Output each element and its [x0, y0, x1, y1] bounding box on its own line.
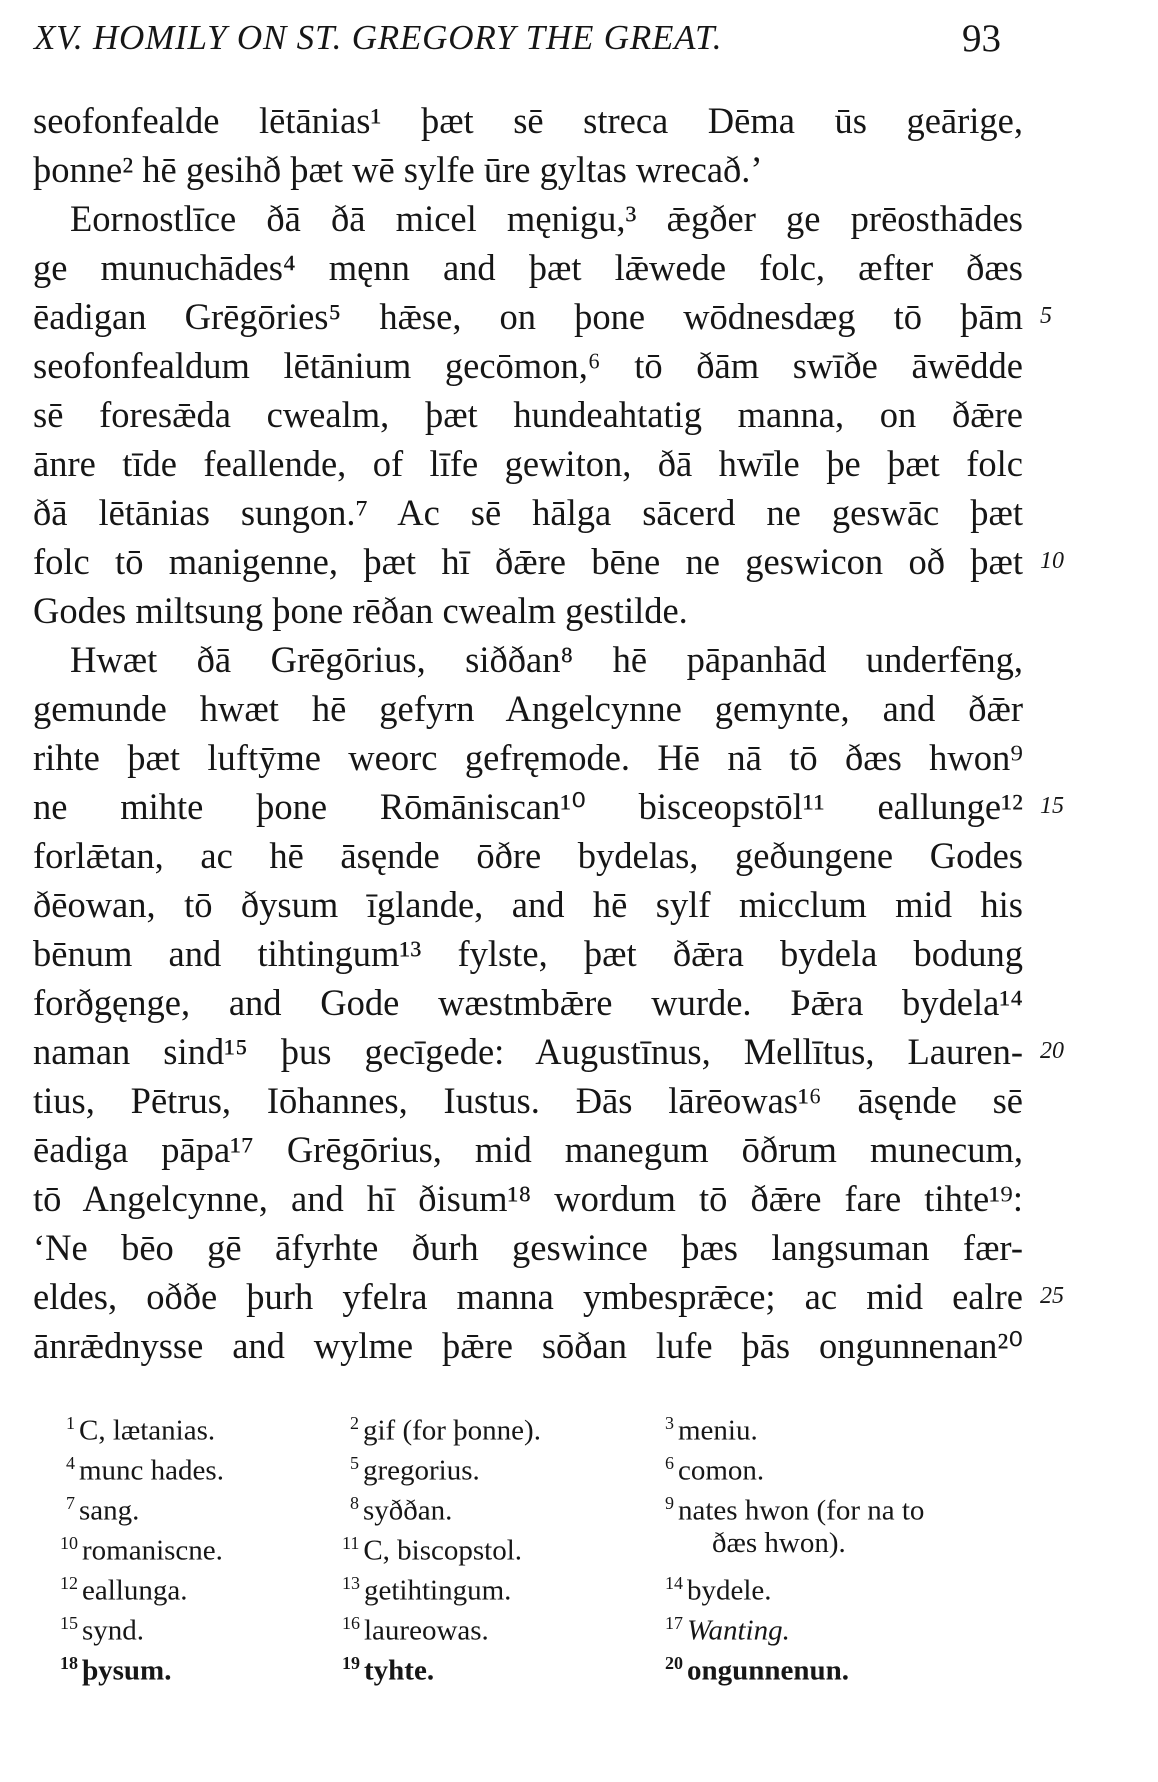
footnote: $^{15}$ synd. — [60, 1613, 145, 1647]
text-line: seofonfealdum lētānium gecōmon,⁶ tō ðām swīðe āwēdde — [33, 345, 1023, 386]
text-line: ēadigan Grēgōries⁵ hǣse, on þone wōdnesdæg tō þām — [33, 296, 1023, 337]
footnote: $^{16}$ laureowas. — [342, 1613, 489, 1647]
footnote: $^{11}$ C, biscopstol. — [342, 1533, 523, 1567]
text-line: þonne² hē gesihð þæt wē sylfe ūre gyltas wrecað.’ — [33, 149, 763, 190]
line-number: 20 — [1040, 1038, 1064, 1064]
footnote: $^{12}$ eallunga. — [60, 1573, 188, 1607]
footnote: $^9$ nates hwon (for na to — [665, 1493, 925, 1527]
text-line: folc tō manigenne, þæt hī ðǣre bēne ne geswicon oð þæt — [33, 541, 1023, 582]
text-line: ne mihte þone Rōmāniscan¹⁰ bisceopstōl¹¹ eallunge¹² — [33, 786, 1023, 827]
text-line: naman sind¹⁵ þus gecīgede: Augustīnus, Mellītus, Lauren- — [33, 1031, 1023, 1072]
footnote: $^{10}$ romaniscne. — [60, 1533, 223, 1567]
text-line: Godes miltsung þone rēðan cwealm gestilde. — [33, 590, 688, 631]
running-header — [32, 12, 1032, 62]
footnote: $^{17}$ Wanting. — [665, 1613, 790, 1647]
text-line: ‘Ne bēo gē āfyrhte ðurh geswince þæs langsuman fær- — [33, 1227, 1023, 1268]
footnote: $^1$ C, lætanias. — [66, 1413, 216, 1447]
footnote: $^{19}$ tyhte. — [342, 1653, 435, 1687]
text-line: ðā lētānias sungon.⁷ Ac sē hālga sācerd ne geswāc þæt — [33, 492, 1023, 533]
text-line: ānrǣdnysse and wylme þǣre sōðan lufe þās ongunnenan²⁰ — [33, 1325, 1023, 1366]
footnote: $^5$ gregorius. — [350, 1453, 480, 1487]
footnote: $^{13}$ getihtingum. — [342, 1573, 512, 1607]
footnote: $^7$ sang. — [66, 1493, 140, 1527]
text-line: bēnum and tihtingum¹³ fylste, þæt ðǣra bydela bodung — [33, 933, 1023, 974]
text-line: ðēowan, tō ðysum īglande, and hē sylf micclum mid his — [33, 884, 1023, 925]
text-line: forlǣtan, ac hē āsęnde ōðre bydelas, geðungene Godes — [33, 835, 1023, 876]
footnote: $^2$ gif (for þonne). — [350, 1413, 541, 1447]
text-line: tius, Pētrus, Iōhannes, Iustus. Ðās lārēowas¹⁶ āsęnde sē — [33, 1080, 1023, 1121]
line-number: 10 — [1040, 548, 1064, 574]
footnote: $^{18}$ þysum. — [60, 1653, 172, 1687]
text-line: forðgęnge, and Gode wæstmbǣre wurde. Þǣra bydela¹⁴ — [33, 982, 1023, 1023]
text-line: ānre tīde feallende, of līfe gewiton, ðā hwīle þe þæt folc — [33, 443, 1023, 484]
text-line: ge munuchādes⁴ męnn and þæt lǣwede folc, æfter ðæs — [33, 247, 1023, 288]
line-number: 25 — [1040, 1283, 1064, 1309]
footnote: $^{14}$ bydele. — [665, 1573, 772, 1607]
text-line: Eornostlīce ðā ðā micel męnigu,³ ǣgðer ge prēosthādes — [70, 198, 1023, 239]
text-line: tō Angelcynne, and hī ðisum¹⁸ wordum tō ðǣre fare tihte¹⁹: — [33, 1178, 1023, 1219]
text-line: rihte þæt luftȳme weorc gefręmode. Hē nā tō ðæs hwon⁹ — [33, 737, 1023, 778]
footnote: $^6$ comon. — [665, 1453, 765, 1487]
line-number: 15 — [1040, 793, 1064, 819]
footnote: $^{20}$ ongunnenun. — [665, 1653, 850, 1687]
text-line: ēadiga pāpa¹⁷ Grēgōrius, mid manegum ōðrum munecum, — [33, 1129, 1023, 1170]
footnote: $^4$ munc hades. — [66, 1453, 224, 1487]
text-line: gemunde hwæt hē gefyrn Angelcynne gemynte, and ðǣr — [33, 688, 1023, 729]
footnote: $^8$ syððan. — [350, 1493, 453, 1527]
text-line: Hwæt ðā Grēgōrius, siððan⁸ hē pāpanhād underfēng, — [70, 639, 1023, 680]
footnote: $^3$ meniu. — [665, 1413, 758, 1447]
footnote-continuation: ðæs hwon). — [712, 1527, 846, 1559]
chapter-title: XV. HOMILY ON ST. GREGORY THE GREAT. — [34, 18, 723, 57]
text-line: eldes, oððe þurh yfelra manna ymbesprǣce; ac mid ealre — [33, 1276, 1023, 1317]
text-line: sē foresǣda cwealm, þæt hundeahtatig manna, on ðǣre — [33, 394, 1023, 435]
text-line: seofonfealde lētānias¹ þæt sē streca Dēma ūs geārige, — [33, 100, 1023, 141]
page-number: 93 — [962, 17, 1001, 60]
line-number: 5 — [1040, 303, 1052, 329]
